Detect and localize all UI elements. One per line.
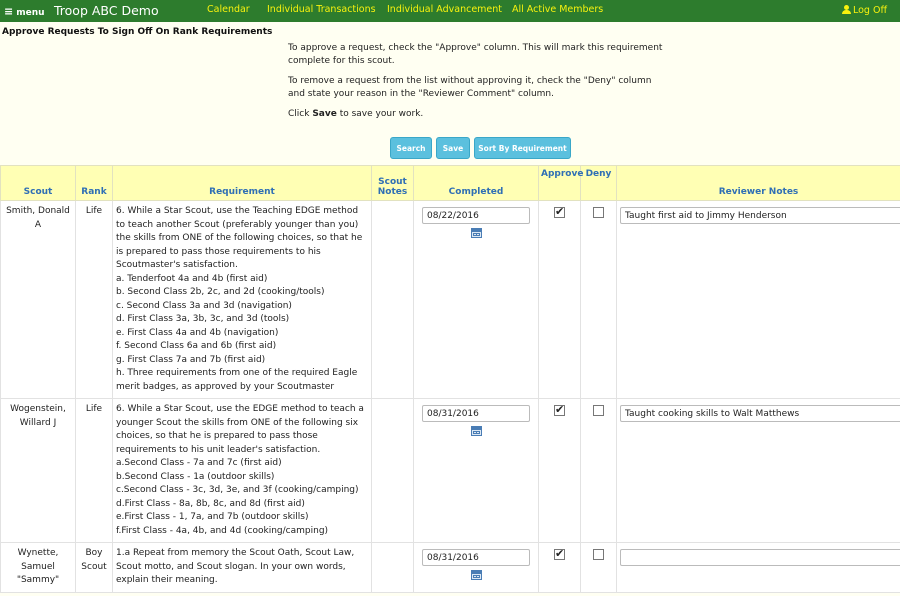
instructions xyxy=(288,42,668,128)
requirement-cell xyxy=(113,543,372,593)
header-deny[interactable]: Deny xyxy=(581,166,617,201)
scout-notes-cell xyxy=(372,201,414,399)
action-buttons xyxy=(390,137,571,159)
instruction-deny: To remove a request from the list without approving it, check the "Deny" column and state your reason in the "Reviewer Comment" column. xyxy=(288,76,652,99)
scout-cell: Smith, Donald A xyxy=(1,201,76,399)
requirement-line: g. First Class 7a and 7b (first aid) xyxy=(116,354,266,365)
nav-all-active-members[interactable]: All Active Members xyxy=(512,4,604,15)
header-reviewer-notes[interactable]: Reviewer Notes xyxy=(617,166,900,201)
approve-cell xyxy=(539,201,581,399)
deny-cell xyxy=(581,201,617,399)
search-button[interactable]: Search xyxy=(390,137,432,159)
brand-title[interactable]: Troop ABC Demo xyxy=(54,3,159,18)
requirement-line: e.First Class - 1, 7a, and 7b (outdoor skills) xyxy=(116,512,309,522)
header-scout[interactable]: Scout xyxy=(1,166,76,201)
nav-individual-advancement[interactable]: Individual Advancement xyxy=(387,4,503,15)
reviewer-notes-input[interactable] xyxy=(620,405,900,422)
header-completed[interactable]: Completed xyxy=(414,166,539,201)
calendar-icon[interactable] xyxy=(471,426,482,436)
completed-date-input[interactable] xyxy=(422,549,530,566)
completed-date-input[interactable] xyxy=(422,405,530,422)
requirement-line: e. First Class 4a and 4b (navigation) xyxy=(116,327,279,338)
instruction-save: Click Save to save your work. xyxy=(288,109,424,119)
header-scout-notes[interactable]: Scout Notes xyxy=(372,166,414,201)
deny-checkbox[interactable] xyxy=(593,549,604,560)
requirement-line: b.Second Class - 1a (outdoor skills) xyxy=(116,471,275,482)
completed-cell xyxy=(414,201,539,399)
sort-by-requirement-button[interactable]: Sort By Requirement xyxy=(474,137,571,159)
table-row xyxy=(1,201,900,399)
hamburger-icon: ≡ xyxy=(4,5,14,18)
completed-cell xyxy=(414,543,539,593)
calendar-icon[interactable] xyxy=(471,228,482,238)
rank-cell: Life xyxy=(76,201,113,399)
requirement-line: b. Second Class 2b, 2c, and 2d (cooking/tools) xyxy=(116,287,325,297)
approve-checkbox[interactable] xyxy=(554,405,565,416)
header-requirement[interactable]: Requirement xyxy=(113,166,372,201)
completed-cell xyxy=(414,399,539,543)
reviewer-notes-cell xyxy=(617,543,900,593)
scout-cell: Wogenstein, Willard J xyxy=(1,399,76,543)
user-icon xyxy=(842,5,851,14)
approve-checkbox[interactable] xyxy=(554,207,565,218)
page-title: Approve Requests To Sign Off On Rank Requirements xyxy=(2,27,273,37)
calendar-icon[interactable] xyxy=(471,570,482,580)
deny-checkbox[interactable] xyxy=(593,207,604,218)
requirement-line: f. Second Class 6a and 6b (first aid) xyxy=(116,341,277,351)
approve-checkbox[interactable] xyxy=(554,549,565,560)
scout-notes-cell xyxy=(372,543,414,593)
deny-checkbox[interactable] xyxy=(593,405,604,416)
requirement-cell xyxy=(113,201,372,399)
rank-cell: Boy Scout xyxy=(76,543,113,593)
requirement-line: c. Second Class 3a and 3d (navigation) xyxy=(116,300,292,311)
requirement-line: c.Second Class - 3c, 3d, 3e, and 3f (cooking/camping) xyxy=(116,485,359,495)
approve-cell xyxy=(539,399,581,543)
table-row xyxy=(1,399,900,543)
requirement-line: a.Second Class - 7a and 7c (first aid) xyxy=(116,458,282,468)
reviewer-notes-input[interactable] xyxy=(620,549,900,566)
completed-date-input[interactable] xyxy=(422,207,530,224)
header-approve[interactable]: Approve xyxy=(539,166,581,201)
reviewer-notes-input[interactable] xyxy=(620,207,900,224)
requirement-line: d.First Class - 8a, 8b, 8c, and 8d (first aid) xyxy=(116,498,305,509)
requirement-line: d. First Class 3a, 3b, 3c, and 3d (tools) xyxy=(116,314,290,324)
requirement-line: f.First Class - 4a, 4b, and 4d (cooking/camping) xyxy=(116,525,329,536)
requirement-line: 6. While a Star Scout, use the Teaching EDGE method to teach another Scout (preferably younger than you) the skills from ONE of the following choices, so that he is prepared to pass those requirements to his Scoutmaster's satisfaction. xyxy=(116,206,363,270)
menu-label: menu xyxy=(16,8,45,18)
table-body xyxy=(1,201,900,593)
save-button[interactable]: Save xyxy=(436,137,470,159)
table-row xyxy=(1,543,900,593)
scout-cell: Wynette, Samuel "Sammy" xyxy=(1,543,76,593)
logoff-label: Log Off xyxy=(852,5,887,16)
reviewer-notes-cell xyxy=(617,201,900,399)
scout-notes-cell xyxy=(372,399,414,543)
logoff-link[interactable] xyxy=(842,5,887,16)
requirement-line: a. Tenderfoot 4a and 4b (first aid) xyxy=(116,273,268,284)
nav-individual-transactions[interactable]: Individual Transactions xyxy=(267,4,376,15)
deny-cell xyxy=(581,543,617,593)
requests-table xyxy=(0,165,900,593)
requirement-line: h. Three requirements from one of the required Eagle merit badges, as approved by your Scoutmaster xyxy=(116,368,358,392)
instruction-approve: To approve a request, check the "Approve" column. This will mark this requirement complete for this scout. xyxy=(288,43,663,66)
requirement-line: 1.a Repeat from memory the Scout Oath, Scout Law, Scout motto, and Scout slogan. In your own words, explain their meaning. xyxy=(116,548,355,585)
menu-button[interactable] xyxy=(4,5,45,18)
requirement-cell xyxy=(113,399,372,543)
table-header-row xyxy=(1,166,900,201)
requirement-line: 6. While a Star Scout, use the EDGE method to teach a younger Scout the skills from ONE of the following six choices, so that he is prepared to pass those requirements to his unit leader's satisfaction. xyxy=(116,404,364,455)
deny-cell xyxy=(581,399,617,543)
rank-cell: Life xyxy=(76,399,113,543)
header-rank[interactable]: Rank xyxy=(76,166,113,201)
reviewer-notes-cell xyxy=(617,399,900,543)
top-navbar xyxy=(0,0,900,22)
nav-calendar[interactable]: Calendar xyxy=(207,4,250,15)
approve-cell xyxy=(539,543,581,593)
